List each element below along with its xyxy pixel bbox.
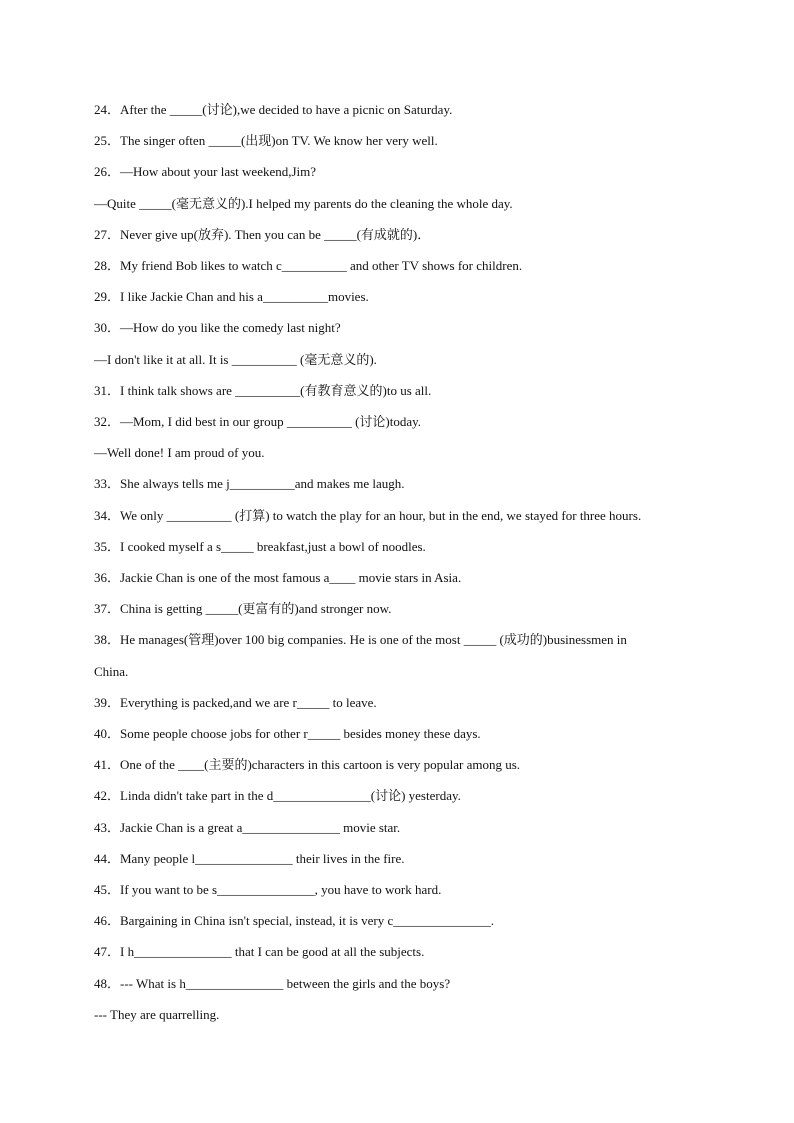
question-45: 45．If you want to be s_______________, you have to work hard. [94, 882, 442, 897]
question-34: 34．We only __________ (打算) to watch the play for an hour, but in the end, we stayed for three hours. [94, 508, 642, 523]
question-41: 41．One of the ____(主要的)characters in this cartoon is very popular among us. [94, 757, 521, 772]
question-28: 28．My friend Bob likes to watch c__________ and other TV shows for children. [94, 258, 523, 273]
question-25: 25．The singer often _____(出现)on TV. We know her very well. [94, 133, 438, 148]
question-31: 31．I think talk shows are __________(有教育意义的)to us all. [94, 383, 432, 398]
question-42: 42．Linda didn't take part in the d_______________(讨论) yesterday. [94, 788, 461, 803]
question-24: 24．After the _____(讨论),we decided to have a picnic on Saturday. [94, 102, 453, 117]
question-27: 27．Never give up(放弃). Then you can be _____(有成就的)． [94, 227, 431, 242]
question-33: 33．She always tells me j__________and makes me laugh. [94, 476, 405, 491]
question-39: 39．Everything is packed,and we are r_____ to leave. [94, 695, 377, 710]
question-40: 40．Some people choose jobs for other r_____ besides money these days. [94, 726, 481, 741]
question-26: 26．—How about your last weekend,Jim? [94, 164, 317, 179]
question-30: 30．—How do you like the comedy last night? [94, 320, 341, 335]
question-36: 36．Jackie Chan is one of the most famous a____ movie stars in Asia. [94, 570, 462, 585]
question-43: 43．Jackie Chan is a great a_______________ movie star. [94, 820, 401, 835]
question-48-answer-line: --- They are quarrelling. [94, 1007, 220, 1022]
question-46: 46．Bargaining in China isn't special, instead, it is very c_______________. [94, 913, 494, 928]
question-29: 29．I like Jackie Chan and his a__________movies. [94, 289, 369, 304]
question-47: 47．I h_______________ that I can be good at all the subjects. [94, 944, 425, 959]
question-35: 35．I cooked myself a s_____ breakfast,just a bowl of noodles. [94, 539, 426, 554]
question-38-continuation: China. [94, 664, 129, 679]
question-38: 38．He manages(管理)over 100 big companies. He is one of the most _____ (成功的)businessmen in [94, 632, 627, 647]
question-32: 32．—Mom, I did best in our group __________ (讨论)today. [94, 414, 422, 429]
question-30-answer-line: —I don't like it at all. It is __________ (毫无意义的). [94, 352, 377, 367]
question-44: 44．Many people l_______________ their lives in the fire. [94, 851, 405, 866]
question-26-answer-line: —Quite _____(毫无意义的).I helped my parents do the cleaning the whole day. [94, 196, 513, 211]
question-48: 48．--- What is h_______________ between the girls and the boys? [94, 976, 451, 991]
question-37: 37．China is getting _____(更富有的)and stronger now. [94, 601, 392, 616]
question-32-answer-line: —Well done! I am proud of you. [94, 445, 265, 460]
